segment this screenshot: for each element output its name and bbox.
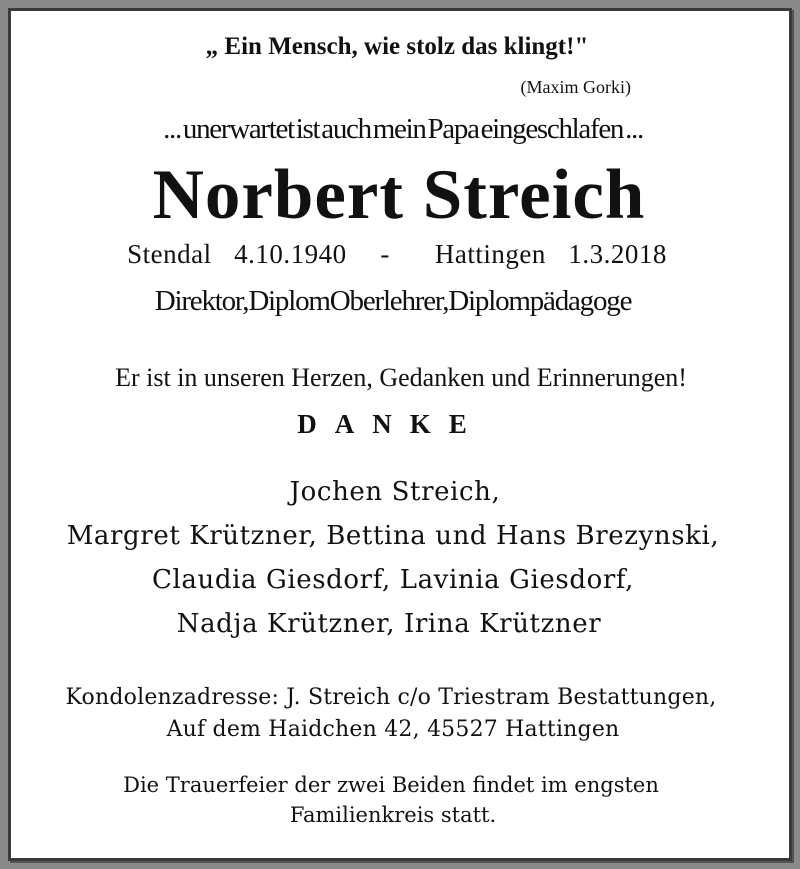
quote-author: (Maxim Gorki) (520, 77, 631, 97)
family-line: Jochen Streich, (289, 477, 501, 507)
quote: „ Ein Mensch, wie stolz das klingt!" (205, 33, 589, 60)
thanks-heading: DANKE (297, 409, 485, 439)
obituary-notice (8, 8, 792, 861)
condolence-address-line: Kondolenzadresse: J. Streich c/o Triestram Bestattungen, (65, 685, 717, 710)
ceremony-note-line: Familienkreis statt. (289, 803, 497, 827)
intro-text: ... unerwartet ist auch mein Papa eingeschlafen ... (163, 113, 643, 145)
family-line: Claudia Giesdorf, Lavinia Giesdorf, (151, 565, 635, 595)
deceased-name: Norbert Streich (152, 156, 646, 234)
professional-titles: Direktor, Diplom Oberlehrer, Diplompädagoge (154, 285, 632, 317)
family-line: Margret Krützner, Bettina und Hans Brezynski, (66, 521, 720, 551)
life-dates: Stendal 4.10.1940 - Hattingen 1.3.2018 (127, 239, 667, 269)
ceremony-note-line: Die Trauerfeier der zwei Beiden findet im engsten (123, 773, 659, 797)
remembrance-text: Er ist in unseren Herzen, Gedanken und Erinnerungen! (115, 363, 687, 392)
condolence-address-line: Auf dem Haidchen 42, 45527 Hattingen (166, 717, 620, 742)
family-line: Nadja Krützner, Irina Krützner (176, 609, 602, 639)
